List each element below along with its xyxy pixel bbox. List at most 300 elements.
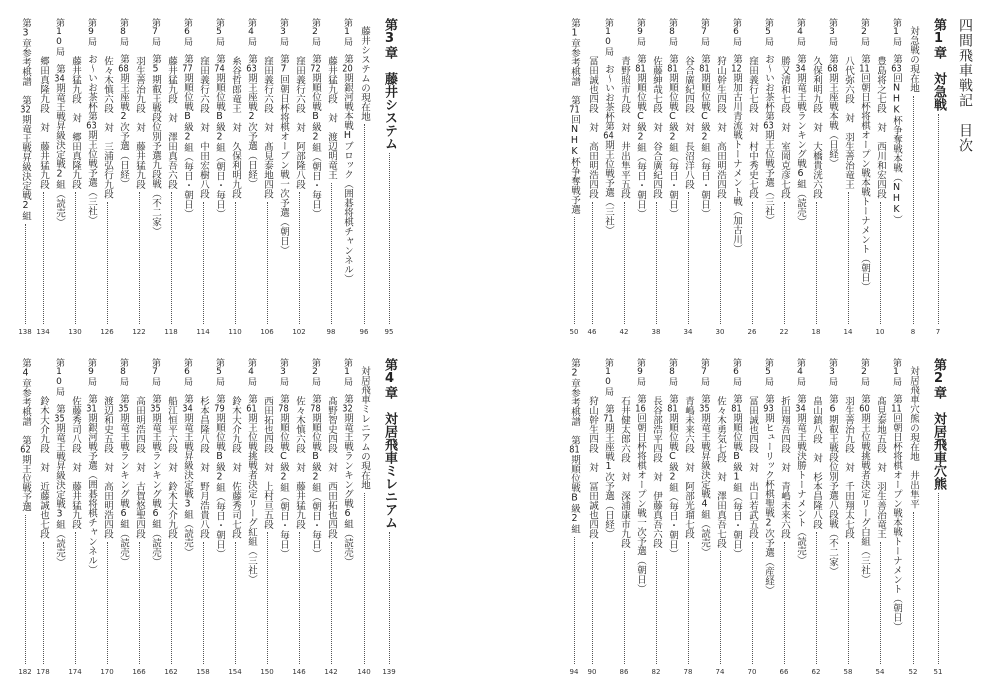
dot-leader <box>203 202 204 325</box>
game-title-column[interactable] <box>243 18 259 336</box>
game-label: 第7局 <box>150 18 160 46</box>
game-players-column[interactable] <box>131 18 147 336</box>
game-title-column[interactable] <box>147 358 163 676</box>
page-number: 22 <box>779 328 789 336</box>
page-number: 66 <box>779 668 789 676</box>
number-run: 71 <box>569 105 580 115</box>
page-number: 7 <box>935 328 941 336</box>
game-players: 豊島将之七段 対 西川和宏四段 <box>875 56 886 199</box>
game-title: お～いお茶杯第64期王位戦予選（三社） <box>603 64 614 235</box>
game-players-column[interactable] <box>776 18 792 336</box>
chapter-intro[interactable] <box>356 18 372 336</box>
game-title: 第81期順位戦B級1組（毎日・朝日） <box>731 394 742 559</box>
page-number: 96 <box>359 328 369 336</box>
reference-games[interactable] <box>566 358 582 676</box>
dot-leader <box>203 542 204 665</box>
game-players: 石井健太郎六段 対 深浦康市九段 <box>619 396 630 548</box>
game-label: 第10局 <box>603 18 613 56</box>
game-label: 第7局 <box>150 358 160 386</box>
number-run: 81 <box>569 445 580 455</box>
page-number: 130 <box>68 328 82 336</box>
game-players: 藤井猛九段 対 郷田真隆九段 <box>70 56 81 189</box>
dot-leader <box>688 192 689 324</box>
game-title-column[interactable] <box>600 358 616 676</box>
reference-games[interactable] <box>566 18 582 336</box>
number-run: 61 <box>246 403 257 413</box>
game-players: 高田明浩四段 対 古賀悠聖四段 <box>134 396 145 539</box>
page-number: 166 <box>132 668 146 676</box>
game-title: 第34期竜王戦ランキング戦6組（読売） <box>795 54 806 227</box>
game-title-column[interactable] <box>51 18 67 336</box>
dot-leader <box>784 542 785 665</box>
game-players: 糸谷哲郎竜王 対 久保利明九段 <box>230 56 241 199</box>
game-players: 青野照市九段 対 井出隼平五段 <box>619 56 630 199</box>
number-run: 71 <box>603 413 614 423</box>
dot-leader <box>752 542 753 665</box>
number-run: 34 <box>795 403 806 413</box>
dot-leader <box>752 202 753 325</box>
game-players-column[interactable] <box>712 18 728 336</box>
game-players-column[interactable] <box>195 358 211 676</box>
number-run: 79 <box>214 403 225 413</box>
book-title-text: 四間飛車戦記 目次 <box>957 18 973 153</box>
dot-leader <box>592 202 593 325</box>
page-number: 102 <box>292 328 306 336</box>
game-label: 第4局 <box>795 18 805 46</box>
page-number: 182 <box>18 668 32 676</box>
number-run: 35 <box>118 403 129 413</box>
game-label: 第1局 <box>342 358 352 386</box>
reference-text: 第4章参考棋譜 第62期王位戦予選 <box>20 358 31 512</box>
game-title: 第34期竜王戦決勝トーナメント（読売） <box>795 394 806 565</box>
game-label: 第9局 <box>86 18 96 46</box>
dot-leader <box>75 192 76 324</box>
game-title-column[interactable] <box>664 18 680 336</box>
game-players-column[interactable] <box>872 18 888 336</box>
game-players-column[interactable] <box>584 358 600 676</box>
game-title-column[interactable] <box>83 18 99 336</box>
number-run: 74 <box>214 63 225 73</box>
game-players-column[interactable] <box>648 358 664 676</box>
page-number: 58 <box>843 668 853 676</box>
page-number: 134 <box>36 328 50 336</box>
game-label: 第9局 <box>635 18 645 46</box>
game-players: 冨田誠也四段 対 出口若武五段 <box>747 396 758 539</box>
game-title-column[interactable] <box>696 18 712 336</box>
intro-text: 藤井システムの現在地 <box>359 26 370 121</box>
game-label: 第8局 <box>118 18 128 46</box>
game-title-column[interactable] <box>51 358 67 676</box>
game-title-column[interactable] <box>243 358 259 676</box>
game-players-column[interactable] <box>67 18 83 336</box>
game-players-column[interactable] <box>323 18 339 336</box>
game-title-column[interactable] <box>307 358 323 676</box>
game-players-column[interactable] <box>227 18 243 336</box>
number-run: 78 <box>310 403 321 413</box>
game-players-column[interactable] <box>680 18 696 336</box>
game-players: 郷田真隆九段 対 藤井猛九段 <box>38 56 49 189</box>
game-title-column[interactable] <box>760 18 776 336</box>
dot-leader <box>331 542 332 665</box>
chapter-number: 第1章 <box>931 18 946 59</box>
number-run: 63 <box>246 63 257 73</box>
chapter-heading[interactable] <box>930 18 946 336</box>
game-players-column[interactable] <box>808 358 824 676</box>
number-run: 35 <box>699 403 710 413</box>
game-title-column[interactable] <box>760 358 776 676</box>
game-players-column[interactable] <box>840 358 856 676</box>
dot-leader <box>267 532 268 664</box>
dot-leader <box>25 515 26 665</box>
game-players-column[interactable] <box>67 358 83 676</box>
number-run: 20 <box>342 63 353 73</box>
page-number: 106 <box>260 328 274 336</box>
chapter-title: 対急戦 <box>931 72 946 111</box>
game-players-column[interactable] <box>616 18 632 336</box>
page-number: 178 <box>36 668 50 676</box>
game-title-column[interactable] <box>888 358 904 676</box>
game-label: 第3局 <box>827 358 837 386</box>
game-title: 第81期順位戦C級2組（毎日・朝日） <box>667 54 678 219</box>
page-number: 142 <box>324 668 338 676</box>
game-title: 第12期加古川青流戦トーナメント戦（加古川） <box>731 54 742 254</box>
game-players: 佐藤紳哉七段 対 谷合廣紀四段 <box>651 56 662 199</box>
dot-leader <box>75 532 76 664</box>
dot-leader <box>938 114 939 324</box>
game-players: 畠山鎮八段 対 杉本昌隆八段 <box>811 396 822 529</box>
game-title: お～いお茶杯第63期王位戦予選（三社） <box>86 54 97 225</box>
game-players-column[interactable] <box>227 358 243 676</box>
game-label: 第10局 <box>54 358 64 396</box>
dot-leader <box>389 153 390 324</box>
page-number: 74 <box>715 668 725 676</box>
dot-leader <box>43 192 44 324</box>
page-number: 90 <box>587 668 597 676</box>
game-players: 髙見泰地五段 対 羽生善治竜王 <box>875 396 886 539</box>
page-number: 118 <box>164 328 178 336</box>
dot-leader <box>784 202 785 325</box>
game-title-column[interactable] <box>339 358 355 676</box>
number-run: 34 <box>54 73 65 83</box>
page-number: 126 <box>100 328 114 336</box>
game-title: 第78期順位戦B級2組（朝日・毎日） <box>310 394 321 559</box>
number-run: 68 <box>118 63 129 73</box>
chapter-heading[interactable] <box>381 18 397 336</box>
game-title: 第74期順位戦B級2組（朝日・毎日） <box>214 54 225 219</box>
game-title: 第81期順位戦C級2組（毎日・朝日） <box>635 54 646 219</box>
game-title: 第35期竜王戦昇級決定戦4組（読売） <box>699 394 710 557</box>
game-title-column[interactable] <box>824 358 840 676</box>
game-title: 第6期叡王戦段位別予選八段戦（不二家） <box>827 394 838 576</box>
number-run: 35 <box>54 413 65 423</box>
game-players-column[interactable] <box>840 18 856 336</box>
number-run: 12 <box>731 63 742 73</box>
game-title: 第35期竜王戦ランキング戦6組（読売） <box>118 394 129 567</box>
page-number: 46 <box>587 328 597 336</box>
book-title <box>957 18 973 336</box>
game-title-column[interactable] <box>115 18 131 336</box>
number-run: 81 <box>699 63 710 73</box>
game-players-column[interactable] <box>99 18 115 336</box>
dot-leader <box>331 183 332 325</box>
game-label: 第5局 <box>763 358 773 386</box>
number-run: 11 <box>891 403 902 413</box>
game-players-column[interactable] <box>648 18 664 336</box>
number-run: 81 <box>635 63 646 73</box>
game-players-column[interactable] <box>323 358 339 676</box>
game-players-column[interactable] <box>680 358 696 676</box>
page-number: 30 <box>715 328 725 336</box>
game-players-column[interactable] <box>259 358 275 676</box>
game-label: 第6局 <box>731 18 741 46</box>
page-number: 78 <box>683 668 693 676</box>
number-run: 63 <box>763 120 774 130</box>
game-label: 第6局 <box>182 18 192 46</box>
game-title: 第71期王座戦1次予選（日経） <box>603 404 614 539</box>
game-title-column[interactable] <box>856 18 872 336</box>
number-run: 68 <box>827 63 838 73</box>
game-players: 髙野智史四段 対 西田拓也四段 <box>326 396 337 539</box>
game-title-column[interactable] <box>307 18 323 336</box>
dot-leader <box>43 542 44 665</box>
page-number: 62 <box>811 668 821 676</box>
reference-games[interactable] <box>17 358 33 676</box>
game-title-column[interactable] <box>888 18 904 336</box>
game-title: 第61期王位戦挑戦者決定リーグ紅組（三社） <box>246 394 257 584</box>
dot-leader <box>656 202 657 325</box>
chapter-heading[interactable] <box>930 358 946 676</box>
game-players: 八代弥六段 対 羽生善治竜王 <box>843 56 854 189</box>
game-title-column[interactable] <box>696 358 712 676</box>
reference-text: 第2章参考棋譜 第81期順位戦B級2組 <box>569 358 580 534</box>
game-players-column[interactable] <box>291 358 307 676</box>
game-label: 第3局 <box>278 18 288 46</box>
game-title-column[interactable] <box>632 358 648 676</box>
game-players-column[interactable] <box>744 358 760 676</box>
game-players-column[interactable] <box>776 358 792 676</box>
game-title: 第68期王座戦本戦（日経） <box>827 54 838 168</box>
dot-leader <box>139 542 140 665</box>
game-players-column[interactable] <box>616 358 632 676</box>
game-players: 窪田義行六段 対 中田宏樹八段 <box>198 56 209 199</box>
game-players: 青嶋未来六段 対 阿部光瑠七段 <box>683 396 694 539</box>
page-number: 150 <box>260 668 274 676</box>
chapter-heading[interactable] <box>381 358 397 676</box>
page-number: 51 <box>933 668 943 676</box>
page-number: 138 <box>18 328 32 336</box>
game-title-column[interactable] <box>664 358 680 676</box>
game-title-column[interactable] <box>83 358 99 676</box>
game-title-column[interactable] <box>728 18 744 336</box>
game-title-column[interactable] <box>275 18 291 336</box>
page-number: 14 <box>843 328 853 336</box>
dot-leader <box>299 192 300 324</box>
game-title: 第20期銀河戦本戦Hブロック（囲碁将棋チャンネル） <box>342 54 353 284</box>
page-number: 114 <box>196 328 210 336</box>
game-label: 第7局 <box>699 18 709 46</box>
game-title-column[interactable] <box>115 358 131 676</box>
intro-text: 対居飛車ミレニアムの現在地 <box>359 366 370 490</box>
dot-leader <box>574 217 575 324</box>
intro-text: 対居飛車穴熊の現在地 井出隼平 <box>908 366 919 509</box>
game-label: 第4局 <box>246 358 256 386</box>
page-number: 110 <box>228 328 242 336</box>
game-label: 第2局 <box>310 358 320 386</box>
game-players-column[interactable] <box>291 18 307 336</box>
chapter-number: 第4章 <box>382 358 397 399</box>
chapter-intro[interactable] <box>905 18 921 336</box>
game-label: 第4局 <box>795 358 805 386</box>
game-players-column[interactable] <box>195 18 211 336</box>
game-players: 狩山幹生四段 対 冨田誠也四段 <box>587 396 598 539</box>
page-number: 95 <box>384 328 394 336</box>
number-run: 11 <box>859 63 870 73</box>
game-title-column[interactable] <box>179 18 195 336</box>
game-title-column[interactable] <box>792 18 808 336</box>
game-players-column[interactable] <box>872 358 888 676</box>
chapter-title: 藤井システム <box>382 72 397 150</box>
number-run: 78 <box>278 403 289 413</box>
game-title-column[interactable] <box>728 358 744 676</box>
game-title-column[interactable] <box>179 358 195 676</box>
game-title: 第31期銀河戦予選（囲碁将棋チャンネル） <box>86 394 97 575</box>
game-title: 第72期順位戦B級2組（朝日・毎日） <box>310 54 321 219</box>
dot-leader <box>656 551 657 664</box>
game-players: 佐々木慎六段 対 藤井猛九段 <box>294 396 305 529</box>
dot-leader <box>720 202 721 325</box>
game-players: 船江恒平六段 対 鈴木大介九段 <box>166 396 177 539</box>
game-label: 第5局 <box>214 358 224 386</box>
page-number: 174 <box>68 668 82 676</box>
game-players: 窪田義行六段 対 阿部隆八段 <box>294 56 305 189</box>
game-players: 勝又清和七段 対 室岡克彦七段 <box>779 56 790 199</box>
game-players-column[interactable] <box>744 18 760 336</box>
game-label: 第1局 <box>891 18 901 46</box>
reference-text: 第1章参考棋譜 第71回NHK杯争奪戦予選 <box>569 18 580 214</box>
dot-leader <box>848 542 849 665</box>
game-players: 藤井猛九段 対 澤田真吾六段 <box>166 56 177 189</box>
game-players: 折田翔吾四段 対 青嶋未来六段 <box>779 396 790 539</box>
game-players-column[interactable] <box>712 358 728 676</box>
game-title: 第34期竜王戦昇級決定戦3組（読売） <box>182 394 193 557</box>
chapter-number: 第3章 <box>382 18 397 59</box>
game-players: 冨田誠也四段 対 高田明浩四段 <box>587 56 598 199</box>
dot-leader <box>267 202 268 325</box>
game-players: 杉本昌隆八段 対 野月浩貴八段 <box>198 396 209 539</box>
game-players-column[interactable] <box>163 18 179 336</box>
page-number: 154 <box>228 668 242 676</box>
game-title-column[interactable] <box>275 358 291 676</box>
game-players-column[interactable] <box>35 18 51 336</box>
game-players: 佐々木慎六段 対 三浦弘行九段 <box>102 56 113 199</box>
page-number: 8 <box>910 328 916 336</box>
game-title: 第16回朝日杯将棋オープン戦一次予選（朝日） <box>635 394 646 594</box>
game-label: 第3局 <box>278 358 288 386</box>
reference-text: 第3章参考棋譜 第32期竜王戦昇級決定戦2組 <box>20 18 31 221</box>
number-run: 64 <box>603 130 614 140</box>
game-label: 第4局 <box>246 18 256 46</box>
game-title: 第81期順位戦C級2組（毎日・朝日） <box>699 54 710 219</box>
game-players: 西田拓也四段 対 上村亘五段 <box>262 396 273 529</box>
game-players: 羽生善治九段 対 千田翔太七段 <box>843 396 854 539</box>
reference-games[interactable] <box>17 18 33 336</box>
chapter-title: 対居飛車ミレニアム <box>382 412 397 529</box>
game-title: 第32期竜王戦ランキング戦6組（読売） <box>342 394 353 567</box>
game-title-column[interactable] <box>792 358 808 676</box>
number-run: 63 <box>891 63 902 73</box>
page-number: 18 <box>811 328 821 336</box>
game-players-column[interactable] <box>584 18 600 336</box>
page-number: 98 <box>326 328 336 336</box>
number-run: 63 <box>86 120 97 130</box>
game-label: 第5局 <box>214 18 224 46</box>
game-title-column[interactable] <box>339 18 355 336</box>
game-label: 第9局 <box>635 358 645 386</box>
page-number: 158 <box>196 668 210 676</box>
page-number: 54 <box>875 668 885 676</box>
game-title: 第34期竜王戦昇級決定戦2組（読売） <box>54 64 65 227</box>
dot-leader <box>913 96 914 325</box>
game-title-column[interactable] <box>211 18 227 336</box>
game-title: 第79期順位戦B級2組（毎日・朝日） <box>214 394 225 559</box>
number-run: 16 <box>635 403 646 413</box>
number-run: 81 <box>667 403 678 413</box>
game-label: 第3局 <box>827 18 837 46</box>
dot-leader <box>848 192 849 324</box>
dot-leader <box>880 542 881 665</box>
game-label: 第8局 <box>667 18 677 46</box>
chapter-number: 第2章 <box>931 358 946 399</box>
dot-leader <box>25 224 26 325</box>
page-number: 140 <box>357 668 371 676</box>
number-run: 93 <box>763 403 774 413</box>
game-label: 第8局 <box>667 358 677 386</box>
page-number: 122 <box>132 328 146 336</box>
dot-leader <box>389 532 390 664</box>
game-players-column[interactable] <box>259 18 275 336</box>
game-label: 第10局 <box>54 18 64 56</box>
game-title-column[interactable] <box>824 18 840 336</box>
game-title-column[interactable] <box>211 358 227 676</box>
game-players: 鈴木大介九段 対 近藤誠也七段 <box>38 396 49 539</box>
game-players: 狩山幹生四段 対 高田明浩四段 <box>715 56 726 199</box>
number-run: 32 <box>20 105 31 115</box>
game-title-column[interactable] <box>600 18 616 336</box>
dot-leader <box>235 542 236 665</box>
game-players-column[interactable] <box>35 358 51 676</box>
page-number: 82 <box>651 668 661 676</box>
game-title: 第60期王位戦挑戦者決定リーグ白組（三社） <box>859 394 870 584</box>
game-players-column[interactable] <box>163 358 179 676</box>
page-number: 10 <box>875 328 885 336</box>
page-number: 146 <box>292 668 306 676</box>
dot-leader <box>913 512 914 665</box>
chapter-intro[interactable] <box>356 358 372 676</box>
game-title-column[interactable] <box>632 18 648 336</box>
dot-leader <box>938 493 939 664</box>
game-title-column[interactable] <box>856 358 872 676</box>
game-title: 第11回朝日杯将棋オープン戦本戦トーナメント（朝日） <box>859 54 870 292</box>
game-label: 第1局 <box>891 358 901 386</box>
game-players-column[interactable] <box>808 18 824 336</box>
dot-leader <box>171 542 172 665</box>
game-label: 第2局 <box>859 18 869 46</box>
game-title: 第93期ヒューリック杯棋聖戦2次予選（産経） <box>763 394 774 595</box>
game-title-column[interactable] <box>147 18 163 336</box>
chapter-intro[interactable] <box>905 358 921 676</box>
game-players-column[interactable] <box>99 358 115 676</box>
game-players-column[interactable] <box>131 358 147 676</box>
